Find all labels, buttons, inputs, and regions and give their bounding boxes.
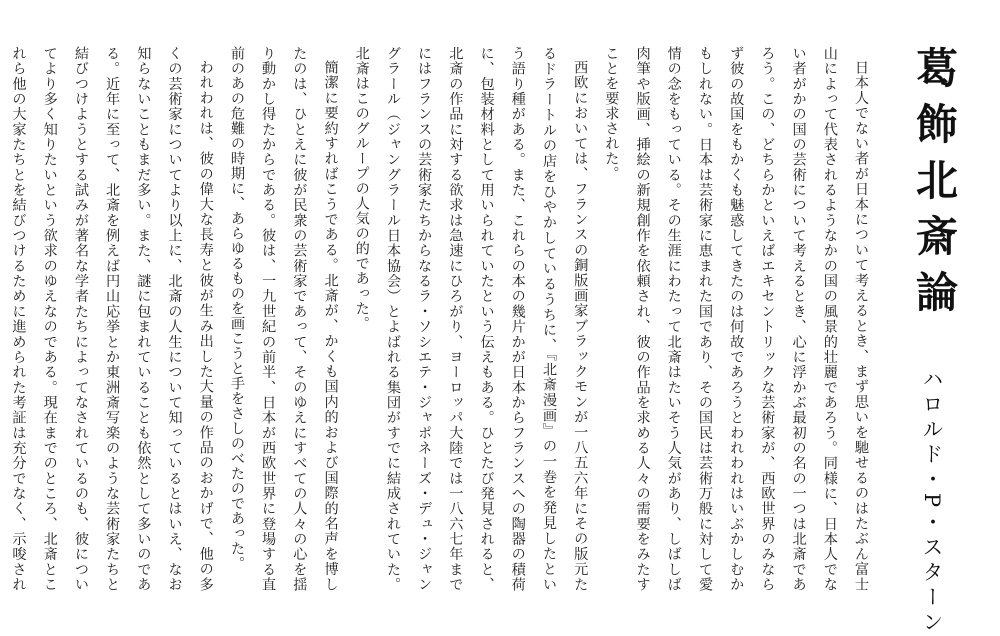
- paragraph-3: 簡潔に要約すればこうである。北斎が、かくも国内的および国際的名声を博したのは、ひとえに彼が民衆の芸術家であって、そのゆえにすべての人々の心を揺り動かし得たからである。彼は、一九世紀の前半、日本が西欧世界に登場する直前のあの危難の時期に、あらゆるものを画こうと手をさしのべたのであった。: [228, 46, 339, 592]
- paragraph-2: 西欧においては、フランスの銅版画家ブラックモンが一八五六年にその版元たるドラートルの店をひやかしているうちに、『北斎漫画』の一巻を発見したという語り種がある。また、これらの本の幾片かが日本からフランスへの陶器の積荷に、包装材料として用いられていたという伝えもある。ひとたび発見されると、北斎の作品に対する欲求は急速にひろがり、ヨーロッパ大陸では一八六七年までにはフランスの芸術家たちからなるラ・ソシエテ・ジャポネーズ・デュ・ジャングラール（ジャングラール日本協会）とよばれる集団がすでに結成されていた。北斎はこのグループの人気の的であった。: [353, 46, 589, 592]
- article-title: 葛飾北斎論: [910, 46, 959, 326]
- article-body: [10, 46, 876, 592]
- paragraph-1: 日本人でない者が日本について考えるとき、まず思いを馳せるのはたぶん富士山によって代表されるようなかの国の風景的壮麗であろう。同様に、日本人でない者がかの国の芸術について考えるとき、心に浮かぶ最初の名の一つは北斎であろう。この、どちらかといえばエキセントリックな芸術家が、西欧世界のみならず彼の故国をもかくも魅惑してきたのは何故であろうとわれわれはいぶかしむかもしれない。日本は芸術家に恵まれた国であり、その国民は芸術万般に対して愛情の念をもっている。その生涯にわたって北斎はたいそう人気があり、しばしば肉筆や版画、挿絵の新規創作を依頼され、彼の作品を求める人々の需要をみたすことを要求された。: [603, 46, 869, 592]
- author-name: ハロルド・P・スターン: [920, 368, 944, 636]
- paragraph-4: われわれは、彼の偉大な長寿と彼が生み出した大量の作品のおかげで、他の多くの芸術家についてより以上に、北斎の人生について知っているとはいえ、なお知らないこともまだ多い。また、謎に包まれていることも依然として多いのである。近年に至って、北斎を例えば円山応挙とか東洲斎写楽のような芸術家たちと結びつけようとする試みが著名な学者たちによってなされているのも、彼についてより多く知りたいという欲求のゆえなのである。現在までのところ、北斎とこれら他の大家たちとを結びつけるために進められた考証は充分でなく、示唆され: [10, 46, 214, 592]
